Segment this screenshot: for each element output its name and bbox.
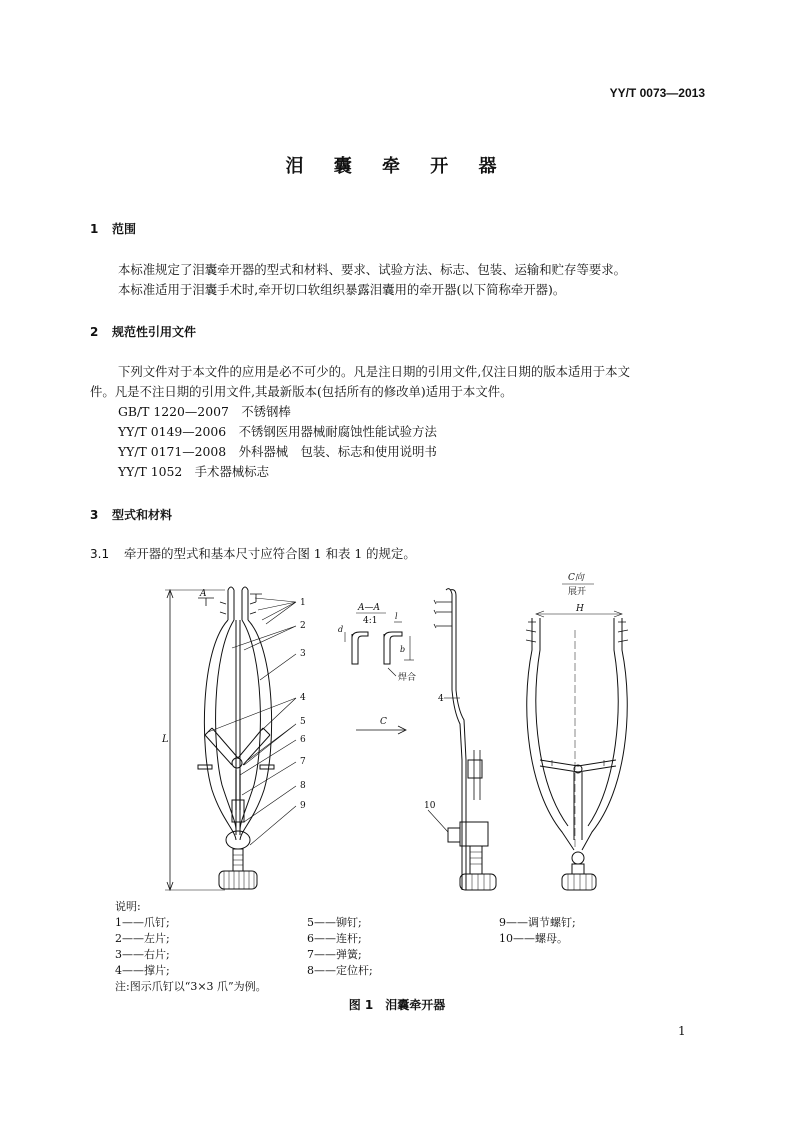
reference-name: 手术器械标志 [194,464,270,479]
reference-item [118,402,291,422]
side-view [424,589,496,890]
side-label-4: 4 [438,694,444,704]
reference-name: 不锈钢医用器械耐腐蚀性能试验方法 [238,424,437,439]
label-6: 6 [300,735,306,745]
reference-item [118,462,269,482]
section-3-title: 型式和材料 [112,508,173,522]
legend-item: 6——连杆; [307,932,362,945]
section-2-para-1a: 下列文件对于本文件的应用是必不可少的。凡是注日期的引用文件,仅注日期的版本适用于本文 [118,364,630,379]
dim-H: H [576,604,584,614]
view-arrow-c: C [380,717,387,727]
label-10: 10 [424,801,436,811]
section-3-heading [90,506,172,523]
section-3-1-number: 3.1 [90,547,110,561]
label-2: 2 [300,621,306,631]
label-4: 4 [300,693,306,703]
section-2-heading [90,323,196,340]
front-view [161,587,306,890]
label-1: 1 [300,598,306,608]
legend-heading: 说明: [115,900,141,913]
label-9: 9 [300,801,306,811]
section-1-number: 1 [90,222,99,236]
reference-code: YY/T 1052 [118,464,183,479]
figure-caption: 图 1 泪囊牵开器 [348,998,446,1012]
section-a-a-detail [338,603,416,734]
section-2-number: 2 [90,325,99,339]
legend-table [115,915,715,979]
legend-item: 3——右片; [115,948,170,961]
legend-item: 10——螺母。 [499,932,568,945]
legend-row [115,963,715,979]
legend-row [115,915,715,931]
reference-item [118,442,437,462]
label-7: 7 [300,757,306,767]
dim-d: d [338,625,344,634]
legend-item: 7——弹簧; [307,948,362,961]
retractor-figure [0,560,794,900]
reference-code: YY/T 0149—2006 [118,424,227,439]
label-5: 5 [300,717,306,727]
reference-code: GB/T 1220—2007 [118,404,229,419]
legend-item: 4——撑片; [115,964,170,977]
section-1-para-1: 本标准规定了泪囊牵开器的型式和材料、要求、试验方法、标志、包装、运输和贮存等要求。 [118,262,627,277]
dim-L: L [162,734,169,745]
section-2-title: 规范性引用文件 [112,325,197,339]
figure-note: 注:图示爪钉以“3×3 爪”为例。 [115,980,267,993]
reference-item [118,422,437,442]
section-1-para-2: 本标准适用于泪囊手术时,牵开切口软组织暴露泪囊用的牵开器(以下简称牵开器)。 [118,282,566,297]
dim-b: b [400,645,406,654]
c-view-label: C向 [568,573,584,583]
legend-row [115,931,715,947]
page-number: 1 [678,1024,686,1038]
section-1-heading [90,220,136,237]
legend-item: 1——爪钉; [115,916,170,929]
reference-code: YY/T 0171—2008 [118,444,227,459]
unfold-label: 展开 [568,587,587,597]
label-8: 8 [300,781,306,791]
label-3: 3 [300,649,306,659]
reference-name: 外科器械 包装、标志和使用说明书 [238,444,437,459]
dim-l: l [395,612,398,621]
section-mark-a: A [200,589,207,599]
c-view-unfolded [526,572,628,890]
section-1-title: 范围 [112,222,137,236]
legend-row [115,947,715,963]
section-2-para-1b: 件。凡是不注日期的引用文件,其最新版本(包括所有的修改单)适用于本文件。 [90,384,513,399]
section-3-1-text: 牵开器的型式和基本尺寸应符合图 1 和表 1 的规定。 [124,546,416,561]
legend-item: 8——定位杆; [307,964,373,977]
legend-item: 2——左片; [115,932,170,945]
section-aa-label: A—A [358,603,380,613]
standard-number: YY/T 0073—2013 [609,86,705,100]
reference-name: 不锈钢棒 [241,404,291,419]
legend-item: 9——调节螺钉; [499,916,576,929]
weld-label: 焊合 [398,673,417,683]
section-aa-scale: 4:1 [363,616,378,626]
document-title: 泪 囊 牵 开 器 [285,156,509,177]
section-3-number: 3 [90,508,99,522]
legend-item: 5——铆钉; [307,916,362,929]
